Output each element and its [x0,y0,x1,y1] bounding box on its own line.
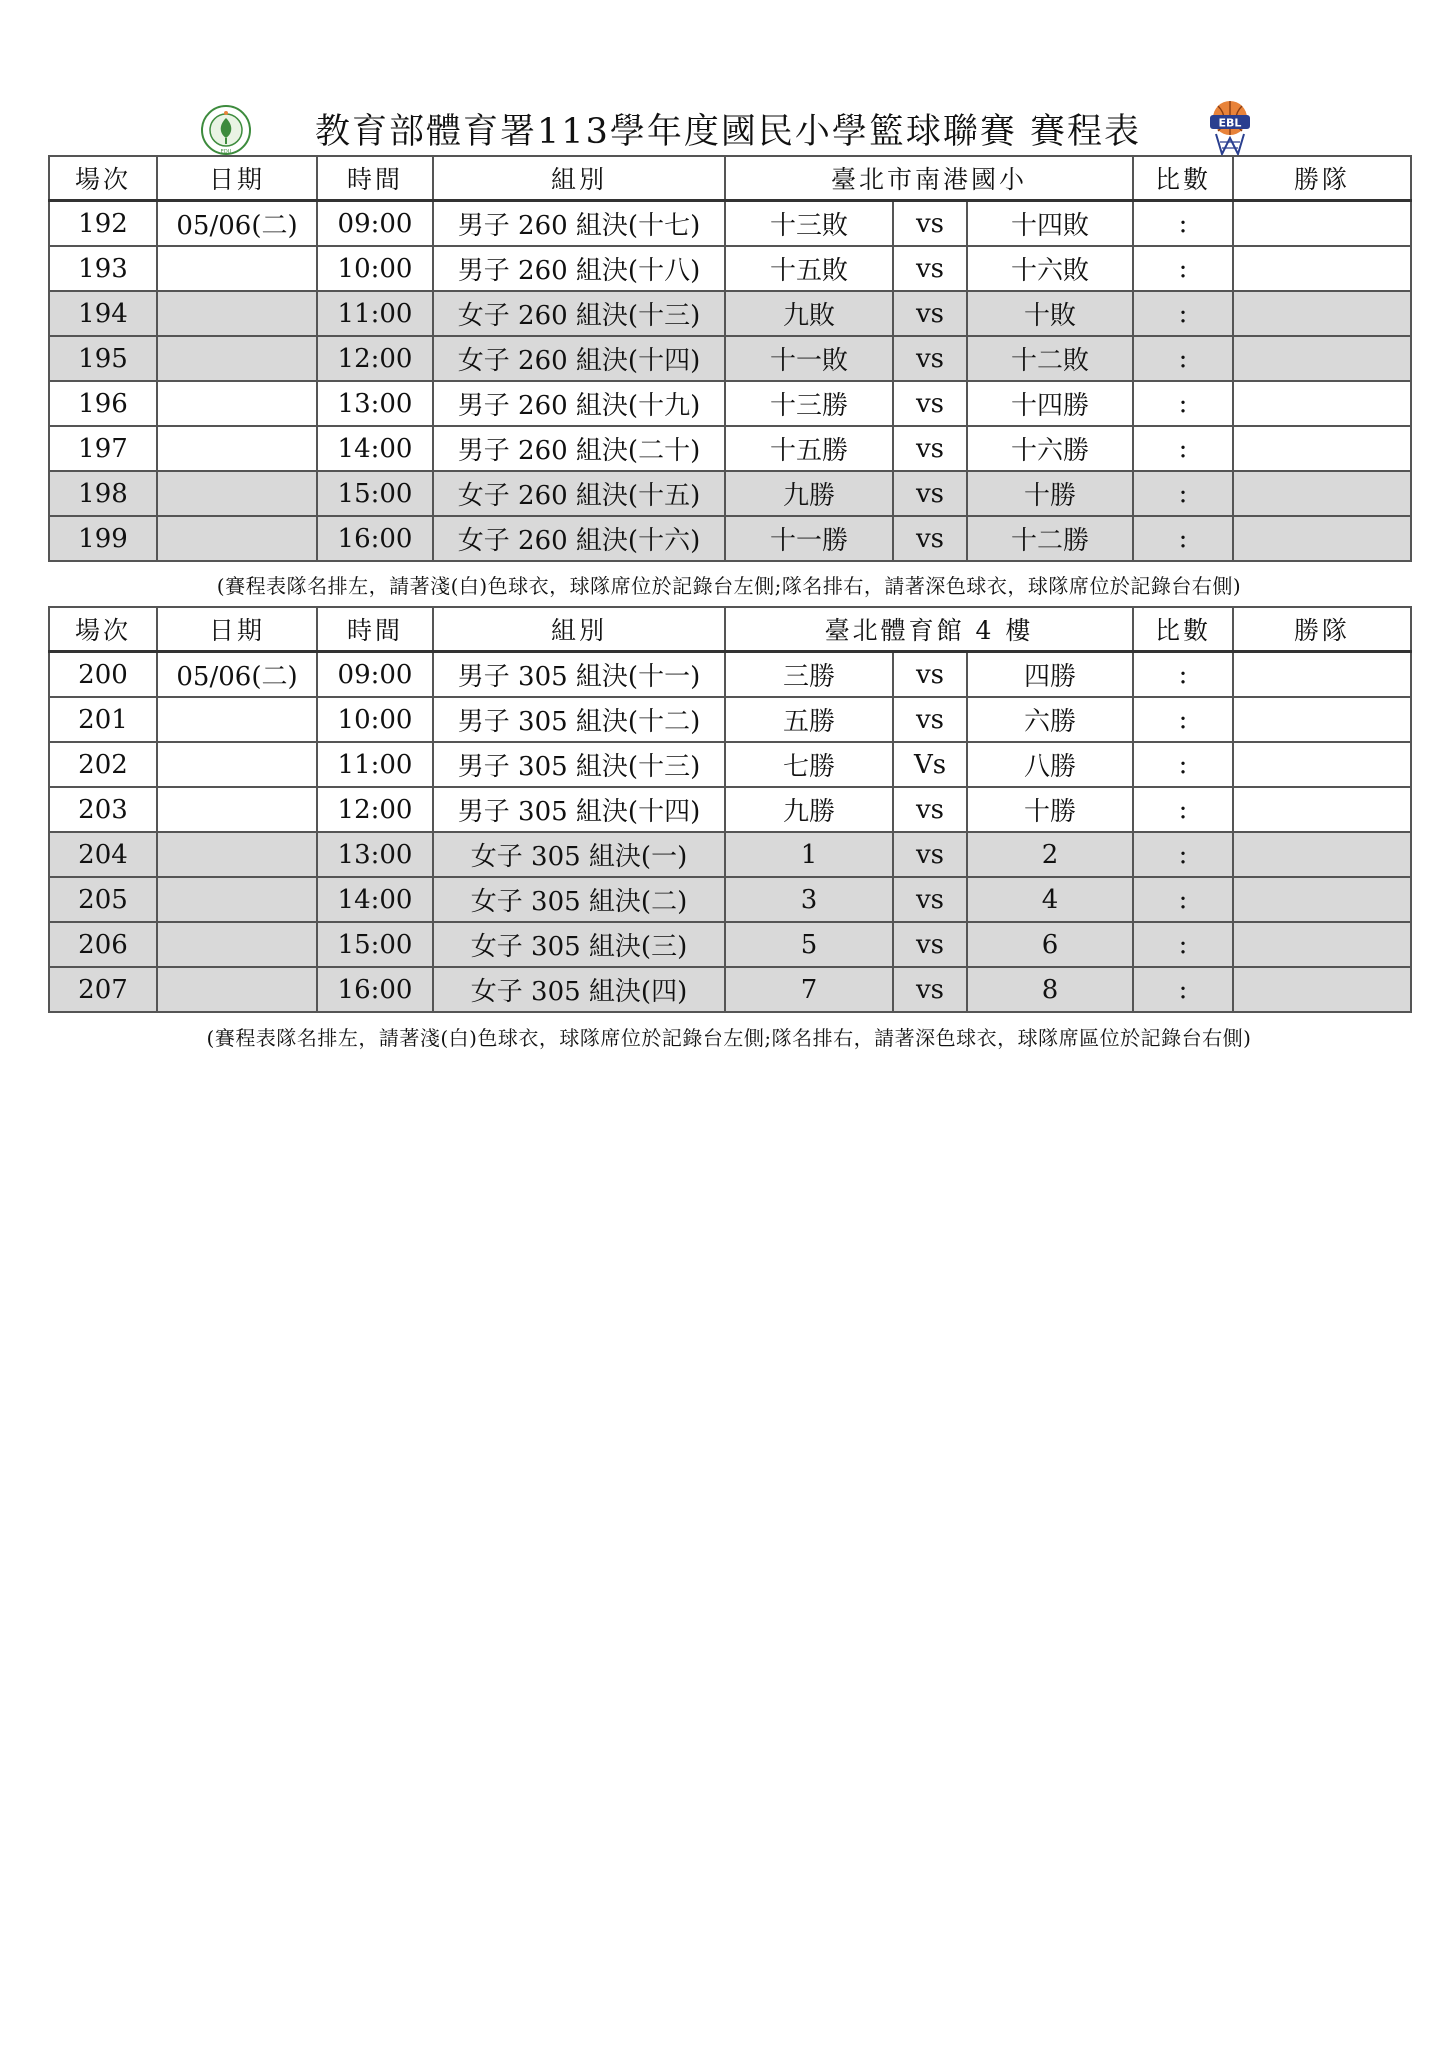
table-row [49,471,1411,516]
left-team-cell: 十五勝 [725,426,893,471]
winner-cell [1233,201,1411,247]
winner-cell [1233,697,1411,742]
vs-cell: vs [893,516,967,561]
jersey-note: (賽程表隊名排左，請著淺(白)色球衣，球隊席位於記錄台左側;隊名排右，請著深色球衣，球隊席區位於記錄台右側) [206,1026,1252,1050]
match-no-cell: 207 [49,967,157,1012]
score-cell: : [1133,697,1233,742]
vs-cell: vs [893,832,967,877]
header-score: 比數 [1133,607,1233,652]
match-no-cell: 200 [49,652,157,698]
left-team-cell: 十三敗 [725,201,893,247]
time-cell: 15:00 [317,471,433,516]
winner-cell [1233,336,1411,381]
left-team-cell: 7 [725,967,893,1012]
right-team-cell: 十四勝 [967,381,1133,426]
score-cell: : [1133,246,1233,291]
table-row [49,832,1411,877]
left-team-cell: 十一敗 [725,336,893,381]
time-cell: 12:00 [317,336,433,381]
right-team-cell: 十敗 [967,291,1133,336]
right-team-cell: 六勝 [967,697,1133,742]
right-team-cell: 6 [967,922,1133,967]
table-row [49,291,1411,336]
score-cell: : [1133,381,1233,426]
vs-cell: vs [893,291,967,336]
date-cell [157,967,317,1012]
time-cell: 16:00 [317,516,433,561]
left-team-cell: 九勝 [725,471,893,516]
left-team-cell: 1 [725,832,893,877]
table-row [49,652,1411,698]
header-match-no: 場次 [49,607,157,652]
score-cell: : [1133,291,1233,336]
header-time: 時間 [317,607,433,652]
time-cell: 10:00 [317,246,433,291]
score-cell: : [1133,787,1233,832]
header-group: 組別 [433,156,725,201]
score-cell: : [1133,922,1233,967]
time-cell: 11:00 [317,742,433,787]
right-team-cell: 十六敗 [967,246,1133,291]
group-cell: 男子 305 組決(十四) [433,787,725,832]
time-cell: 14:00 [317,426,433,471]
right-team-cell: 8 [967,967,1133,1012]
table-row [49,922,1411,967]
vs-cell: vs [893,246,967,291]
group-cell: 男子 260 組決(十八) [433,246,725,291]
page-title: 教育部體育署113學年度國民小學籃球聯賽 賽程表 [315,112,1141,152]
right-team-cell: 十二敗 [967,336,1133,381]
match-no-cell: 205 [49,877,157,922]
table-row [49,381,1411,426]
vs-cell: vs [893,381,967,426]
date-cell [157,697,317,742]
group-cell: 女子 305 組決(一) [433,832,725,877]
vs-cell: vs [893,426,967,471]
match-no-cell: 206 [49,922,157,967]
right-team-cell: 四勝 [967,652,1133,698]
match-no-cell: 197 [49,426,157,471]
group-cell: 男子 305 組決(十一) [433,652,725,698]
date-cell [157,516,317,561]
table-row [49,787,1411,832]
time-cell: 13:00 [317,381,433,426]
header-winner: 勝隊 [1233,156,1411,201]
date-cell: 05/06(二) [157,201,317,247]
time-cell: 11:00 [317,291,433,336]
vs-cell: vs [893,877,967,922]
winner-cell [1233,291,1411,336]
left-team-cell: 十三勝 [725,381,893,426]
score-cell: : [1133,832,1233,877]
score-cell: : [1133,877,1233,922]
match-no-cell: 196 [49,381,157,426]
table-row [49,697,1411,742]
table-row [49,516,1411,561]
match-no-cell: 199 [49,516,157,561]
vs-cell: vs [893,787,967,832]
table-header-row [49,607,1411,652]
match-no-cell: 198 [49,471,157,516]
right-team-cell: 2 [967,832,1133,877]
left-team-cell: 九勝 [725,787,893,832]
right-team-cell: 十勝 [967,787,1133,832]
winner-cell [1233,652,1411,698]
group-cell: 女子 305 組決(二) [433,877,725,922]
right-team-cell: 十勝 [967,471,1133,516]
vs-cell: vs [893,336,967,381]
header-winner: 勝隊 [1233,607,1411,652]
schedule-table-taipei-arena [48,606,1412,1013]
right-team-cell: 十六勝 [967,426,1133,471]
vs-cell: vs [893,697,967,742]
table-row [49,967,1411,1012]
winner-cell [1233,246,1411,291]
right-team-cell: 4 [967,877,1133,922]
date-cell [157,291,317,336]
vs-cell: vs [893,967,967,1012]
date-cell [157,832,317,877]
svg-text:EDU: EDU [220,149,232,155]
score-cell: : [1133,652,1233,698]
vs-cell: vs [893,201,967,247]
left-team-cell: 五勝 [725,697,893,742]
score-cell: : [1133,742,1233,787]
table-row [49,201,1411,247]
group-cell: 男子 260 組決(十九) [433,381,725,426]
time-cell: 12:00 [317,787,433,832]
date-cell [157,336,317,381]
header-group: 組別 [433,607,725,652]
time-cell: 09:00 [317,201,433,247]
match-no-cell: 195 [49,336,157,381]
date-cell [157,877,317,922]
date-cell [157,787,317,832]
left-team-cell: 三勝 [725,652,893,698]
time-cell: 09:00 [317,652,433,698]
header-venue: 臺北體育館 4 樓 [725,607,1133,652]
score-cell: : [1133,201,1233,247]
left-team-cell: 十一勝 [725,516,893,561]
date-cell: 05/06(二) [157,652,317,698]
group-cell: 男子 260 組決(二十) [433,426,725,471]
header-score: 比數 [1133,156,1233,201]
score-cell: : [1133,516,1233,561]
schedule-table-nangang [48,155,1412,562]
group-cell: 女子 260 組決(十六) [433,516,725,561]
date-cell [157,246,317,291]
left-team-cell: 七勝 [725,742,893,787]
winner-cell [1233,922,1411,967]
right-team-cell: 十二勝 [967,516,1133,561]
date-cell [157,381,317,426]
jersey-note: (賽程表隊名排左，請著淺(白)色球衣，球隊席位於記錄台左側;隊名排右，請著深色球衣，球隊席位於記錄台右側) [216,574,1242,598]
winner-cell [1233,516,1411,561]
winner-cell [1233,471,1411,516]
time-cell: 15:00 [317,922,433,967]
winner-cell [1233,426,1411,471]
date-cell [157,426,317,471]
date-cell [157,922,317,967]
score-cell: : [1133,471,1233,516]
group-cell: 男子 260 組決(十七) [433,201,725,247]
group-cell: 女子 260 組決(十四) [433,336,725,381]
score-cell: : [1133,426,1233,471]
time-cell: 10:00 [317,697,433,742]
right-team-cell: 十四敗 [967,201,1133,247]
ebl-basketball-logo-icon [1206,98,1254,158]
group-cell: 女子 305 組決(四) [433,967,725,1012]
table-row [49,426,1411,471]
match-no-cell: 192 [49,201,157,247]
match-no-cell: 204 [49,832,157,877]
group-cell: 男子 305 組決(十三) [433,742,725,787]
date-cell [157,742,317,787]
group-cell: 男子 305 組決(十二) [433,697,725,742]
time-cell: 13:00 [317,832,433,877]
left-team-cell: 5 [725,922,893,967]
score-cell: : [1133,967,1233,1012]
vs-cell: vs [893,652,967,698]
score-cell: : [1133,336,1233,381]
winner-cell [1233,967,1411,1012]
group-cell: 女子 260 組決(十三) [433,291,725,336]
vs-cell: Vs [893,742,967,787]
table-row [49,336,1411,381]
table-row [49,742,1411,787]
group-cell: 女子 260 組決(十五) [433,471,725,516]
match-no-cell: 203 [49,787,157,832]
time-cell: 14:00 [317,877,433,922]
header-match-no: 場次 [49,156,157,201]
match-no-cell: 194 [49,291,157,336]
header-date: 日期 [157,156,317,201]
winner-cell [1233,787,1411,832]
winner-cell [1233,832,1411,877]
match-no-cell: 202 [49,742,157,787]
table-row [49,246,1411,291]
header-venue: 臺北市南港國小 [725,156,1133,201]
left-team-cell: 3 [725,877,893,922]
time-cell: 16:00 [317,967,433,1012]
date-cell [157,471,317,516]
ebl-logo-text: EBL [1218,116,1242,130]
winner-cell [1233,877,1411,922]
left-team-cell: 十五敗 [725,246,893,291]
vs-cell: vs [893,922,967,967]
winner-cell [1233,381,1411,426]
header-date: 日期 [157,607,317,652]
match-no-cell: 201 [49,697,157,742]
winner-cell [1233,742,1411,787]
table-row [49,877,1411,922]
left-team-cell: 九敗 [725,291,893,336]
match-no-cell: 193 [49,246,157,291]
group-cell: 女子 305 組決(三) [433,922,725,967]
vs-cell: vs [893,471,967,516]
right-team-cell: 八勝 [967,742,1133,787]
table-header-row [49,156,1411,201]
header-time: 時間 [317,156,433,201]
